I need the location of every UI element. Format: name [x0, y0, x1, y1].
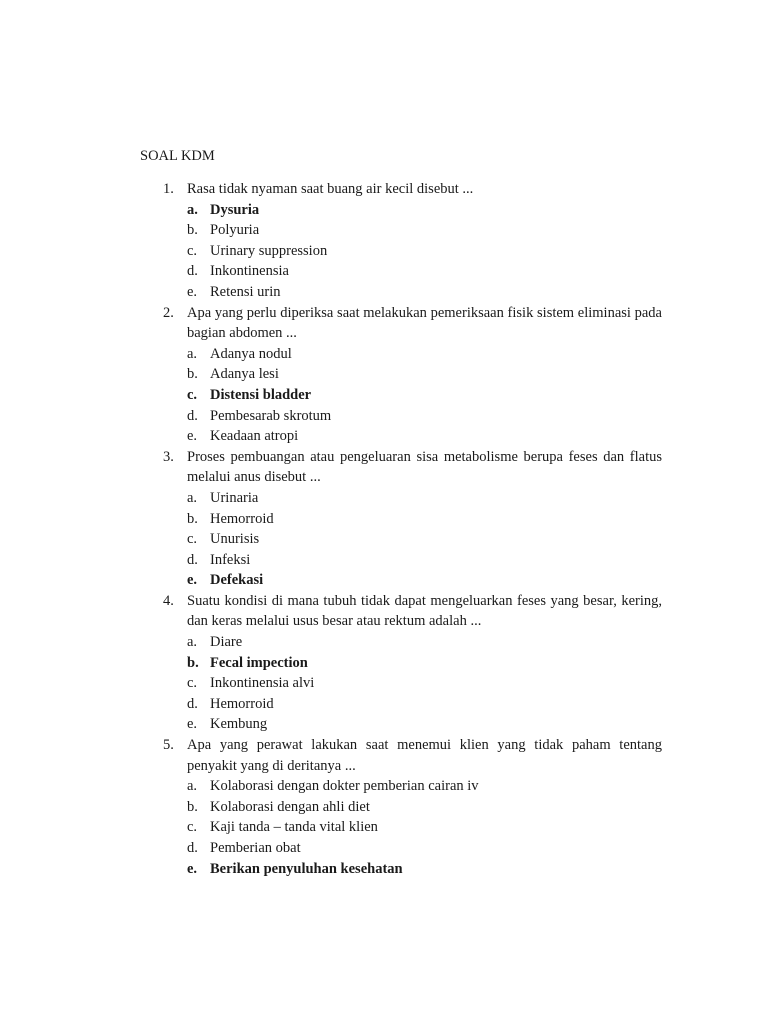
option-text: Berikan penyuluhan kesehatan — [210, 860, 403, 877]
answer-option — [140, 632, 662, 653]
option-text: Dysuria — [210, 201, 260, 218]
option-text: Kolaborasi dengan ahli diet — [210, 798, 370, 815]
answer-option — [140, 220, 662, 241]
answer-option — [140, 529, 662, 550]
option-letter: a. — [187, 489, 198, 506]
option-text: Distensi bladder — [210, 386, 312, 403]
answer-option — [140, 694, 662, 715]
option-text: Unurisis — [210, 531, 260, 548]
answer-option — [140, 488, 662, 509]
answer-option — [140, 241, 662, 262]
option-letter: b. — [187, 654, 199, 671]
answer-option-correct — [140, 653, 662, 674]
answer-options — [140, 344, 662, 447]
option-letter: e. — [187, 716, 198, 733]
question-text: Proses pembuangan atau pengeluaran sisa metabolisme berupa feses dan flatus melalui anus disebut ... — [187, 448, 662, 486]
option-text: Inkontinensia — [210, 263, 289, 280]
question-item — [140, 591, 662, 735]
option-letter: e. — [187, 860, 198, 877]
answer-option — [140, 426, 662, 447]
option-letter: d. — [187, 840, 198, 856]
answer-options — [140, 776, 662, 879]
question-item — [140, 447, 662, 591]
option-letter: c. — [187, 675, 198, 692]
option-text: Hemorroid — [210, 510, 274, 527]
option-text: Keadaan atropi — [210, 428, 299, 445]
question-number: 1. — [163, 181, 174, 197]
question-number: 4. — [163, 592, 174, 609]
page-title: SOAL KDM — [140, 148, 215, 164]
option-text: Diare — [210, 634, 243, 651]
option-letter: a. — [187, 201, 198, 218]
option-text: Inkontinensia alvi — [210, 675, 315, 692]
question-item — [140, 179, 662, 303]
option-text: Pemberian obat — [210, 840, 301, 856]
option-letter: b. — [187, 222, 198, 239]
option-letter: b. — [187, 366, 198, 383]
question-list — [140, 179, 662, 879]
answer-option — [140, 838, 662, 859]
option-letter: d. — [187, 695, 198, 712]
option-letter: b. — [187, 510, 198, 527]
option-letter: c. — [187, 242, 198, 259]
option-letter: e. — [187, 428, 198, 445]
question-text: Apa yang perlu diperiksa saat melakukan pemeriksaan fisik sistem eliminasi pada bagian abdomen ... — [187, 304, 662, 342]
option-letter: e. — [187, 283, 198, 300]
option-letter: c. — [187, 531, 198, 548]
option-letter: a. — [187, 634, 198, 651]
option-text: Kembung — [210, 716, 268, 733]
answer-option — [140, 364, 662, 385]
answer-option — [140, 406, 662, 427]
answer-option — [140, 776, 662, 797]
answer-option-correct — [140, 570, 662, 591]
answer-options — [140, 632, 662, 735]
option-text: Retensi urin — [210, 283, 281, 300]
option-text: Pembesarab skrotum — [210, 407, 332, 424]
answer-option — [140, 261, 662, 282]
option-text: Adanya lesi — [210, 366, 279, 383]
answer-option-correct — [140, 385, 662, 406]
answer-option-correct — [140, 859, 662, 880]
answer-option — [140, 344, 662, 365]
question-text: Apa yang perawat lakukan saat menemui klien yang tidak paham tentang penyakit yang di deritanya ... — [187, 737, 662, 774]
option-letter: d. — [187, 407, 198, 424]
option-text: Defekasi — [210, 572, 264, 589]
option-text: Fecal impection — [210, 654, 308, 671]
option-text: Polyuria — [210, 222, 260, 239]
answer-option — [140, 817, 662, 838]
option-letter: a. — [187, 778, 198, 795]
question-text: Suatu kondisi di mana tubuh tidak dapat mengeluarkan feses yang besar, kering, dan keras melalui usus besar atau rektum adalah ... — [187, 592, 662, 630]
answer-option — [140, 673, 662, 694]
answer-options — [140, 488, 662, 591]
answer-option — [140, 282, 662, 303]
option-letter: c. — [187, 819, 198, 836]
option-text: Infeksi — [210, 551, 251, 568]
question-number: 5. — [163, 737, 174, 754]
option-letter: d. — [187, 551, 198, 568]
answer-option — [140, 797, 662, 818]
answer-option — [140, 550, 662, 571]
option-letter: a. — [187, 345, 198, 362]
answer-options — [140, 200, 662, 303]
question-item — [140, 303, 662, 447]
question-item — [140, 735, 662, 879]
option-text: Urinaria — [210, 489, 259, 506]
question-number: 3. — [163, 448, 174, 465]
answer-option — [140, 714, 662, 735]
option-letter: d. — [187, 263, 198, 280]
answer-option-correct — [140, 200, 662, 221]
option-letter: e. — [187, 572, 198, 589]
answer-option — [140, 509, 662, 530]
question-text: Rasa tidak nyaman saat buang air kecil disebut ... — [187, 181, 474, 197]
option-text: Hemorroid — [210, 695, 274, 712]
option-letter: c. — [187, 386, 198, 403]
option-letter: b. — [187, 798, 198, 815]
option-text: Urinary suppression — [210, 242, 328, 259]
question-number: 2. — [163, 304, 174, 321]
option-text: Kolaborasi dengan dokter pemberian cairan iv — [210, 778, 479, 795]
option-text: Adanya nodul — [210, 345, 292, 362]
option-text: Kaji tanda – tanda vital klien — [210, 819, 378, 836]
